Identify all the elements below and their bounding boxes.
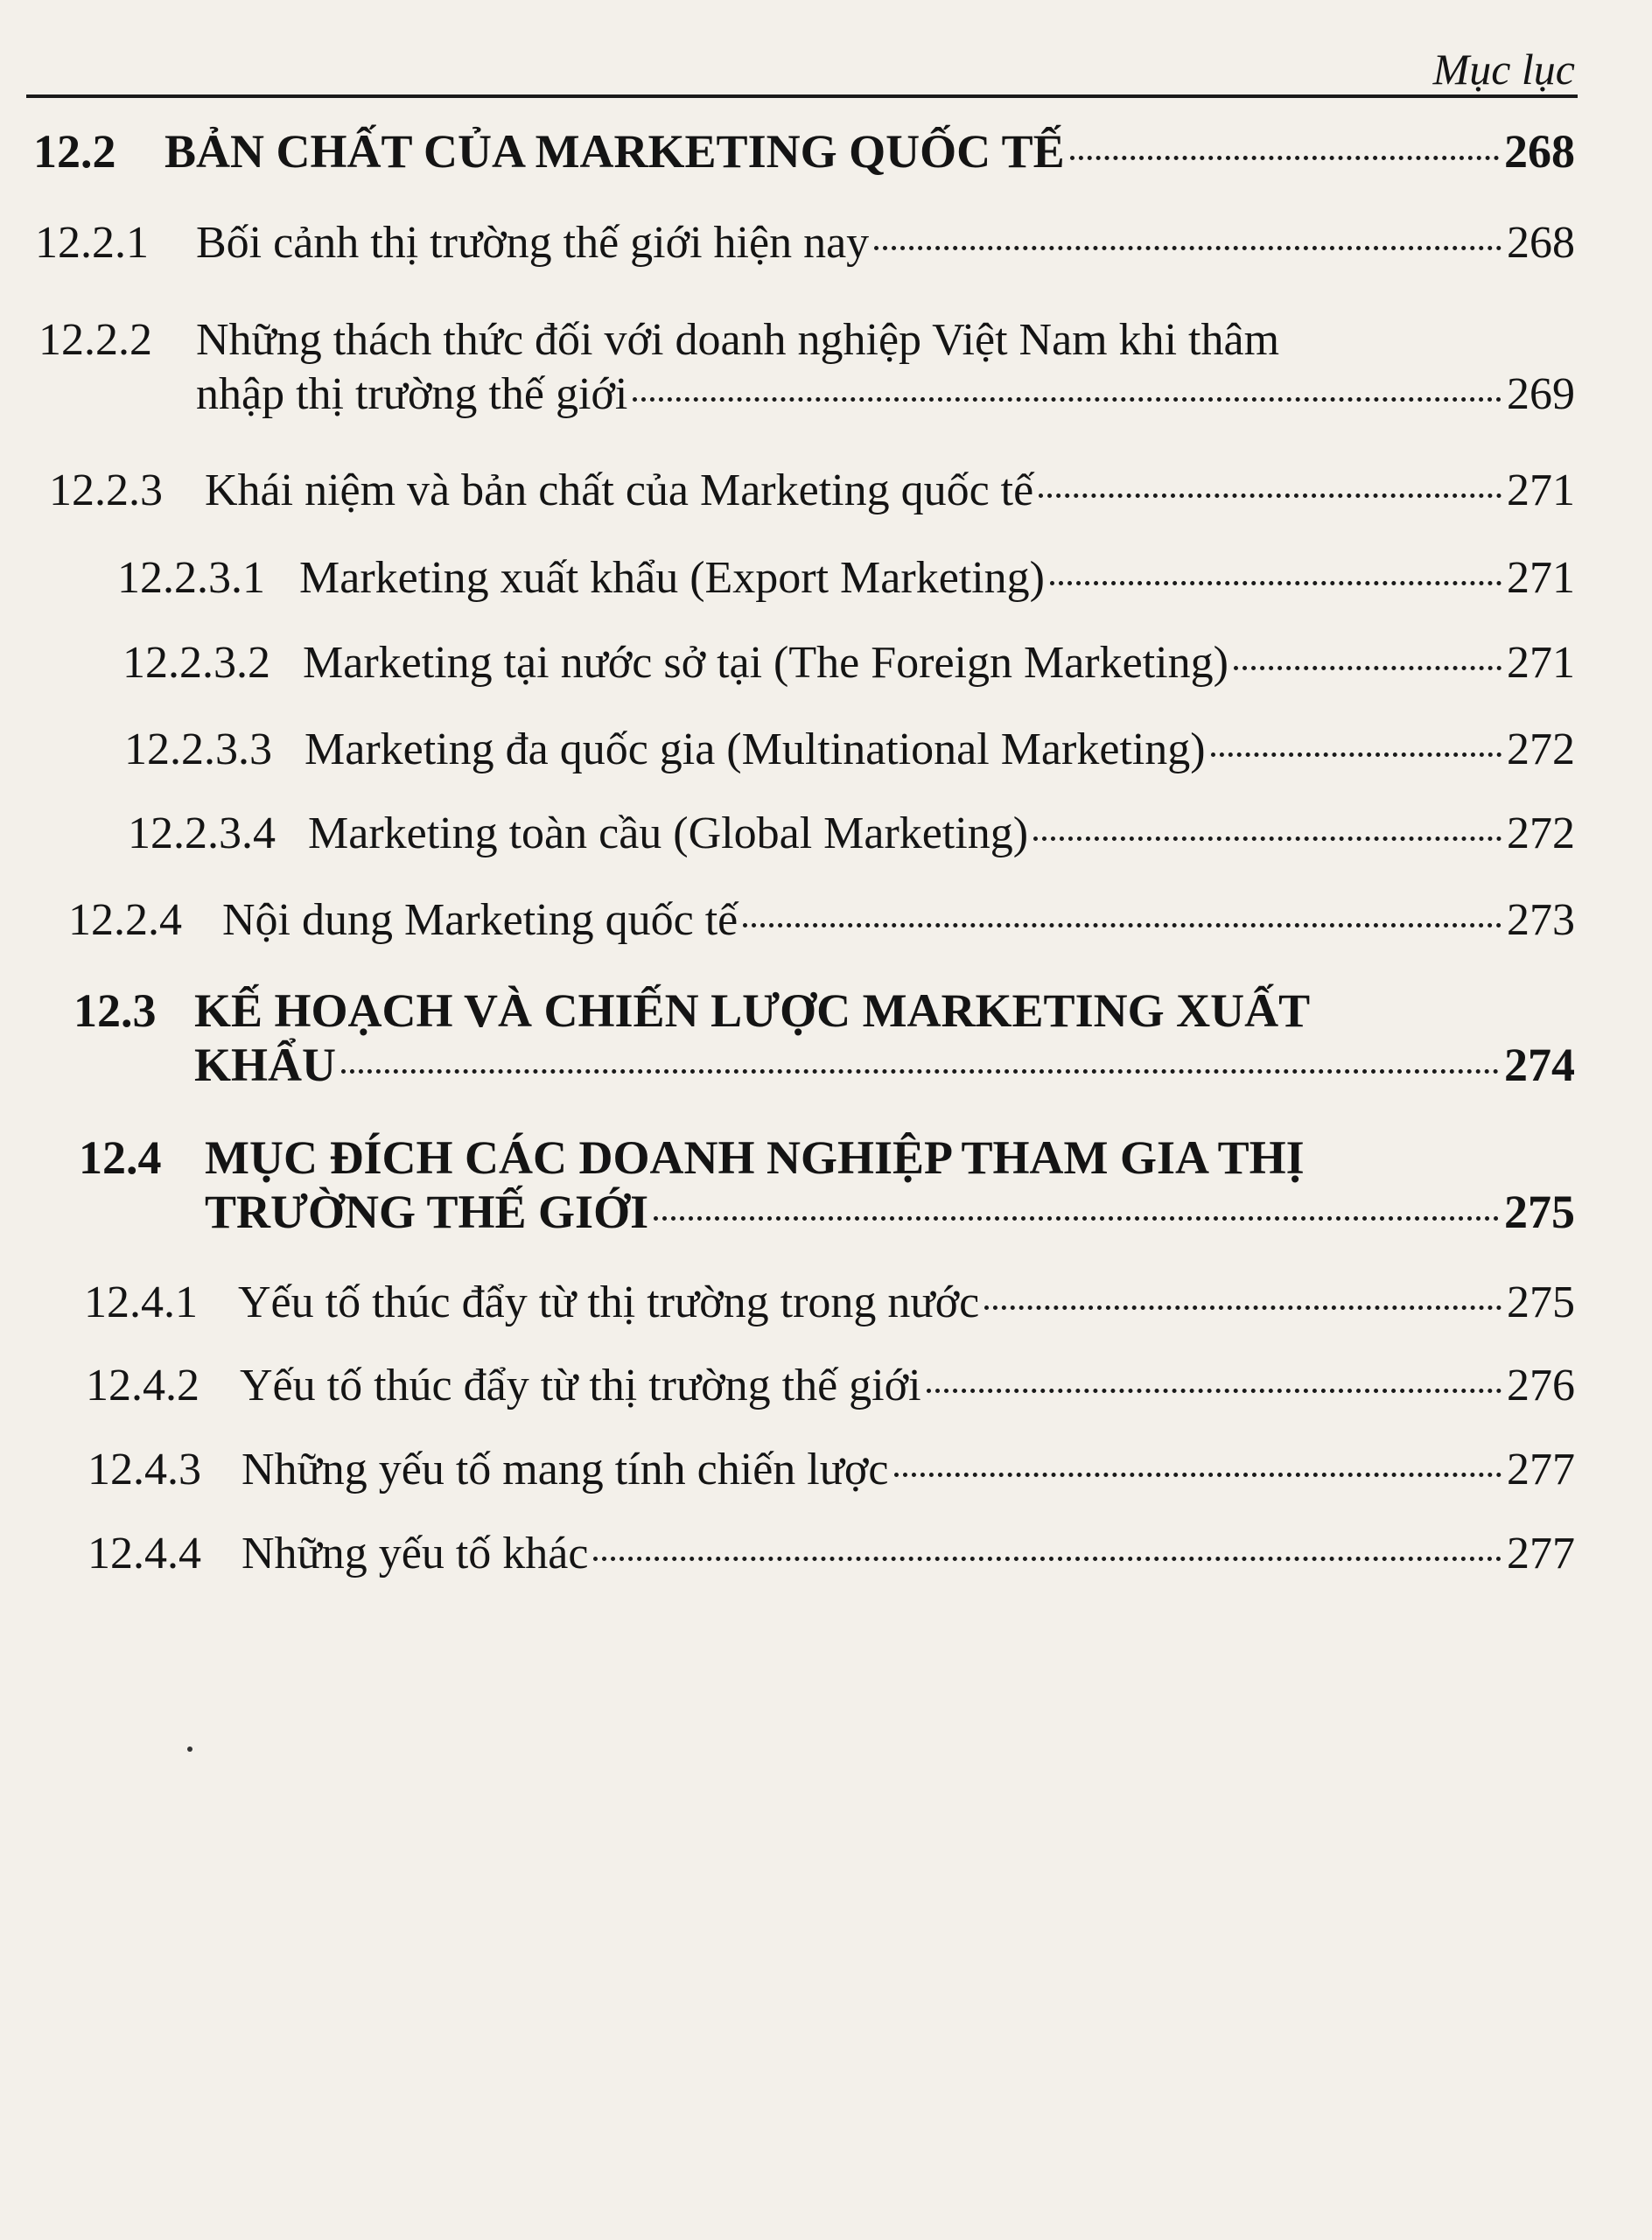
dot-leader xyxy=(1211,752,1502,757)
toc-entry[interactable] xyxy=(79,1130,1575,1239)
toc-page: 268 xyxy=(1507,218,1575,268)
dot-leader xyxy=(1033,836,1502,841)
toc-number: 12.4.3 xyxy=(88,1445,201,1494)
toc-entry[interactable] xyxy=(38,313,1575,422)
toc-title-continued: TRƯỜNG THẾ GIỚI xyxy=(205,1186,649,1238)
header-rule xyxy=(26,94,1578,98)
toc-title: Những thách thức đối với doanh nghiệp Việt Nam khi thâm xyxy=(196,315,1280,365)
toc-entry[interactable] xyxy=(122,636,1575,690)
toc-title: Khái niệm và bản chất của Marketing quốc tế xyxy=(205,466,1034,515)
dot-leader xyxy=(654,1216,1499,1221)
toc-entry[interactable] xyxy=(128,807,1575,861)
toc-title-continued: nhập thị trường thế giới xyxy=(196,369,628,419)
toc-number: 12.2.1 xyxy=(35,218,149,268)
toc-number: 12.2.3.2 xyxy=(122,638,270,688)
toc-number: 12.2.2 xyxy=(38,315,152,365)
toc-page: 277 xyxy=(1507,1445,1575,1494)
toc-title-continued: KHẨU xyxy=(194,1039,336,1091)
dot-leader xyxy=(341,1069,1499,1074)
toc-title: Marketing đa quốc gia (Multinational Marketing) xyxy=(304,724,1206,774)
toc-page: 271 xyxy=(1507,466,1575,515)
toc-title: Bối cảnh thị trường thế giới hiện nay xyxy=(196,218,870,268)
toc-entry[interactable] xyxy=(124,723,1575,777)
toc-title: Marketing tại nước sở tại (The Foreign Marketing) xyxy=(303,638,1228,688)
toc-page: 273 xyxy=(1507,895,1575,945)
toc-entry[interactable] xyxy=(74,984,1575,1092)
toc-number: 12.2.3.3 xyxy=(124,724,272,774)
toc-title: Marketing xuất khẩu (Export Marketing) xyxy=(299,553,1045,603)
toc-title: Nội dung Marketing quốc tế xyxy=(222,895,738,945)
dot-leader xyxy=(894,1473,1502,1477)
toc-entry[interactable] xyxy=(88,1527,1575,1581)
toc-page: 276 xyxy=(1507,1361,1575,1410)
toc-title: MỤC ĐÍCH CÁC DOANH NGHIỆP THAM GIA THỊ xyxy=(205,1131,1305,1184)
dot-leader xyxy=(633,397,1502,402)
dot-leader xyxy=(1050,581,1502,585)
toc-entry[interactable] xyxy=(84,1276,1575,1330)
toc-page: 272 xyxy=(1507,724,1575,774)
dot-leader xyxy=(874,246,1502,250)
toc-page: 277 xyxy=(1507,1529,1575,1578)
toc-title: Những yếu tố mang tính chiến lược xyxy=(242,1445,889,1494)
toc-title: Marketing toàn cầu (Global Marketing) xyxy=(308,808,1029,858)
toc-title: BẢN CHẤT CỦA MARKETING QUỐC TẾ xyxy=(164,125,1065,178)
dot-leader xyxy=(1039,494,1502,498)
toc-number: 12.2 xyxy=(33,125,116,178)
toc-entry[interactable] xyxy=(35,216,1575,270)
dot-leader xyxy=(1234,666,1502,670)
toc-number: 12.4 xyxy=(79,1131,162,1184)
dot-leader xyxy=(743,923,1502,928)
toc-entry[interactable] xyxy=(68,893,1575,948)
toc-number: 12.4.2 xyxy=(86,1361,200,1410)
toc-entry[interactable] xyxy=(33,124,1575,178)
toc-entry[interactable] xyxy=(49,464,1575,518)
toc-page: 275 xyxy=(1507,1278,1575,1327)
toc-page: 272 xyxy=(1507,808,1575,858)
toc-title: Yếu tố thúc đẩy từ thị trường trong nước xyxy=(238,1278,980,1327)
toc-page: 275 xyxy=(1504,1186,1575,1238)
toc-page: 269 xyxy=(1507,369,1575,419)
toc-number: 12.4.4 xyxy=(88,1529,201,1578)
toc-title: Những yếu tố khác xyxy=(242,1529,589,1578)
dot-leader xyxy=(984,1306,1502,1310)
toc-number: 12.3 xyxy=(74,984,157,1037)
toc-number: 12.2.3 xyxy=(49,466,163,515)
toc-number: 12.2.4 xyxy=(68,895,182,945)
toc-number: 12.2.3.4 xyxy=(128,808,276,858)
dot-leader xyxy=(1070,156,1499,160)
toc-entry[interactable] xyxy=(86,1359,1575,1413)
dot-leader xyxy=(593,1557,1502,1561)
stray-mark xyxy=(187,1746,192,1752)
toc-number: 12.4.1 xyxy=(84,1278,198,1327)
toc-title: Yếu tố thúc đẩy từ thị trường thế giới xyxy=(240,1361,921,1410)
toc-entry[interactable] xyxy=(88,1443,1575,1497)
toc-number: 12.2.3.1 xyxy=(117,553,265,603)
toc-page: 268 xyxy=(1504,125,1575,178)
running-head: Mục lục xyxy=(1432,45,1575,94)
toc-page: 271 xyxy=(1507,638,1575,688)
toc-entry[interactable] xyxy=(117,551,1575,606)
dot-leader xyxy=(927,1389,1502,1393)
toc-page: 274 xyxy=(1504,1039,1575,1091)
toc-page: 271 xyxy=(1507,553,1575,603)
toc-title: KẾ HOẠCH VÀ CHIẾN LƯỢC MARKETING XUẤT xyxy=(194,984,1311,1037)
